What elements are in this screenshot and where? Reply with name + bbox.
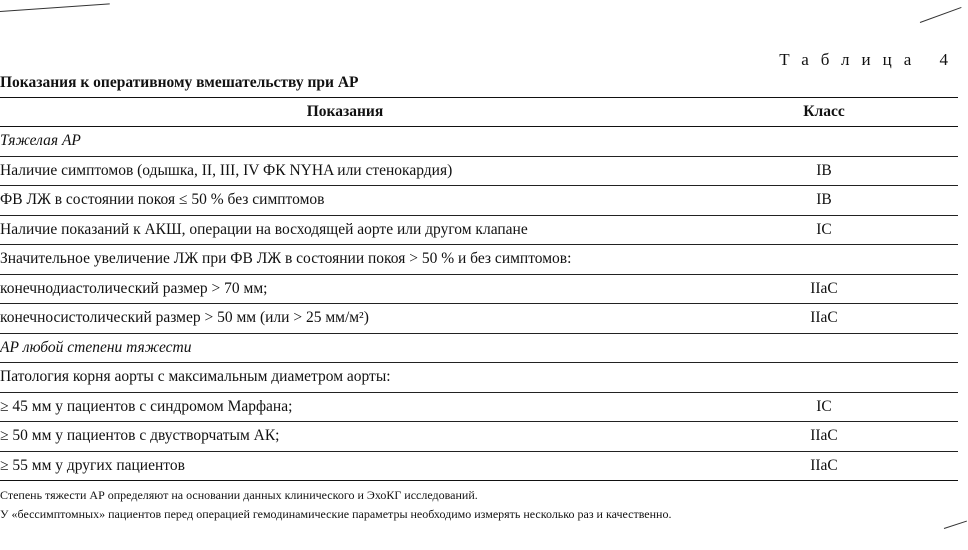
table-number-label: Таблица 4 [779,50,960,69]
table-row [0,274,958,304]
group-heading-row [0,245,958,275]
group-heading: Значительное увеличение ЛЖ при ФВ ЛЖ в состоянии покоя > 50 % и без симптомов: [0,245,958,275]
class-cell: IB [690,186,958,216]
table-row [0,156,958,186]
indication-cell: Наличие симптомов (одышка, II, III, IV ФК NYHA или стенокардия) [0,156,690,186]
indication-cell: ≥ 55 мм у других пациентов [0,451,690,481]
class-cell: IC [690,215,958,245]
group-heading: Патология корня аорты с максимальным диаметром аорты: [0,363,958,393]
scan-artifact-line [920,7,962,23]
table-row [0,451,958,481]
class-cell: IIaC [690,422,958,452]
scan-artifact-line [944,521,967,529]
table-row [0,392,958,422]
section-title: АР любой степени тяжести [0,333,958,363]
section-title: Тяжелая АР [0,127,958,157]
footnotes [0,486,671,524]
section-row [0,127,958,157]
table-caption: Показания к оперативному вмешательству при АР [0,74,359,91]
scan-artifact-line [0,3,110,12]
footnote: У «бессимптомных» пациентов перед операцией гемодинамические параметры необходимо измерять несколько раз и качественно. [0,507,672,521]
indication-cell: Наличие показаний к АКШ, операции на восходящей аорте или другом клапане [0,215,690,245]
indication-cell: ФВ ЛЖ в состоянии покоя ≤ 50 % без симптомов [0,186,690,216]
indication-cell: ≥ 45 мм у пациентов с синдромом Марфана; [0,392,690,422]
header-class: Класс [690,98,958,127]
table-row [0,215,958,245]
indication-cell: конечнодиастолический размер > 70 мм; [0,274,690,304]
class-cell: IIaC [690,304,958,334]
class-cell: IIaC [690,451,958,481]
table-header-row [0,98,958,127]
indications-table [0,97,958,481]
header-indication: Показания [0,98,690,127]
footnote: Степень тяжести АР определяют на основании данных клинического и ЭхоКГ исследований. [0,488,478,502]
class-cell: IIaC [690,274,958,304]
section-row [0,333,958,363]
group-heading-row [0,363,958,393]
class-cell: IC [690,392,958,422]
indication-cell: конечносистолический размер > 50 мм (или > 25 мм/м²) [0,304,690,334]
indication-cell: ≥ 50 мм у пациентов с двустворчатым АК; [0,422,690,452]
table-row [0,422,958,452]
table-row [0,304,958,334]
class-cell: IB [690,156,958,186]
table-row [0,186,958,216]
